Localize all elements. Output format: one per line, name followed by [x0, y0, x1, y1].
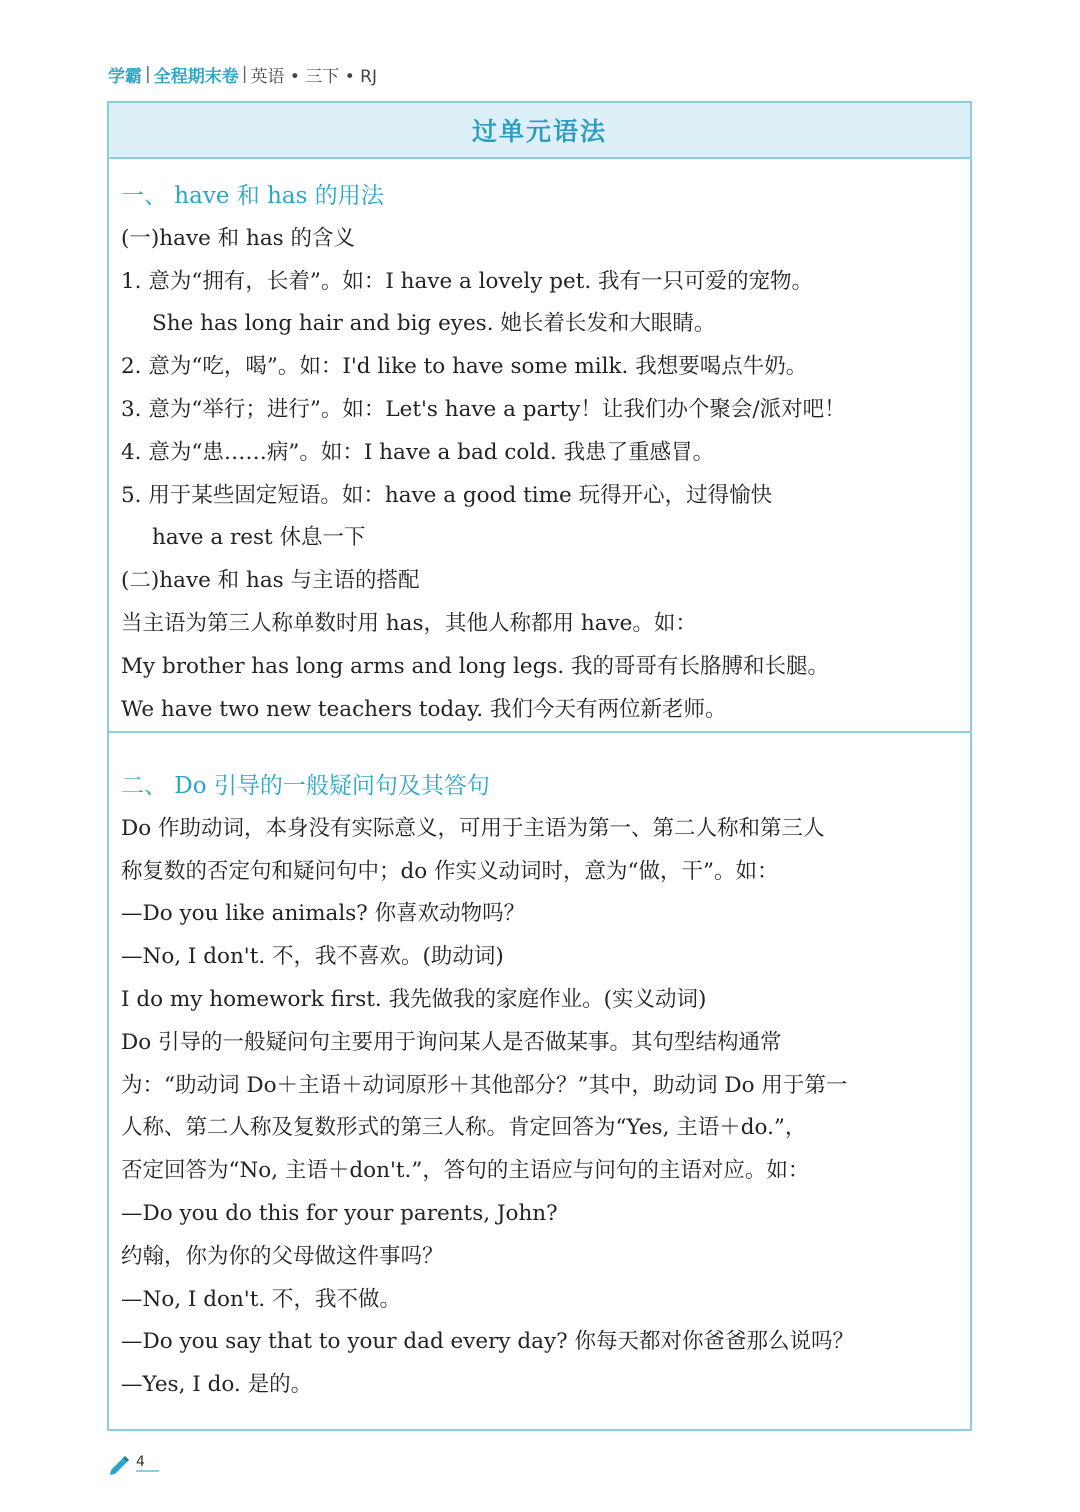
- text-line: 1. 意为“拥有，长着”。如：I have a lovely pet. 我有一只可爱的宠物。: [121, 268, 814, 294]
- text-line: She has long hair and big eyes. 她长着长发和大眼睛。: [152, 311, 716, 337]
- header-separator: |: [241, 64, 248, 84]
- page-footer: [108, 1450, 159, 1476]
- header-subject: 英语 • 三下 • RJ: [250, 66, 377, 87]
- text-line: We have two new teachers today. 我们今天有两位新老师。: [121, 696, 727, 722]
- text-line: (二)have 和 has 与主语的搭配: [121, 568, 420, 594]
- text-line: —Do you do this for your parents, John?: [121, 1200, 558, 1226]
- section-heading: 一、 have 和 has 的用法: [121, 183, 384, 209]
- text-line: —No, I don't. 不，我不喜欢。(助动词): [121, 944, 504, 970]
- section-do-questions: [109, 733, 970, 1407]
- text-line: 约翰，你为你的父母做这件事吗？: [121, 1243, 444, 1269]
- text-line: 为：“助动词 Do＋主语＋动词原形＋其他部分？”其中，助动词 Do 用于第一: [121, 1072, 848, 1098]
- text-line: 3. 意为“举行；进行”。如：Let's have a party！让我们办个聚会/派对吧！: [121, 396, 846, 422]
- text-line: 4. 意为“患……病”。如：I have a bad cold. 我患了重感冒。: [121, 439, 715, 465]
- grammar-box: [107, 101, 972, 1431]
- text-line: I do my homework first. 我先做我的家庭作业。(实义动词): [121, 986, 707, 1012]
- section-heading: 二、 Do 引导的一般疑问句及其答句: [121, 773, 490, 799]
- text-line: 否定回答为“No, 主语＋don't.”，答句的主语应与问句的主语对应。如：: [121, 1158, 810, 1184]
- header-separator: |: [145, 64, 151, 84]
- page-title: 过单元语法: [109, 103, 970, 159]
- header-brand: 学霸: [108, 66, 142, 87]
- text-line: have a rest 休息一下: [152, 525, 366, 551]
- page-header: [108, 60, 377, 88]
- text-line: —No, I don't. 不，我不做。: [121, 1286, 402, 1312]
- text-line: —Yes, I do. 是的。: [121, 1372, 313, 1398]
- page-number: 4: [136, 1454, 159, 1472]
- text-line: 5. 用于某些固定短语。如：have a good time 玩得开心，过得愉快: [121, 482, 773, 508]
- text-line: Do 引导的一般疑问句主要用于询问某人是否做某事。其句型结构通常: [121, 1029, 782, 1055]
- text-line: —Do you say that to your dad every day? 你每天都对你爸爸那么说吗？: [121, 1329, 854, 1355]
- section-have-has: [109, 161, 970, 731]
- text-line: 称复数的否定句和疑问句中；do 作实义动词时，意为“做，干”。如：: [121, 858, 779, 884]
- text-line: Do 作助动词，本身没有实际意义，可用于主语为第一、第二人称和第三人: [121, 815, 825, 841]
- pencil-icon: [108, 1451, 132, 1475]
- text-line: 2. 意为“吃，喝”。如：I'd like to have some milk. 我想要喝点牛奶。: [121, 354, 808, 380]
- text-line: 人称、第二人称及复数形式的第三人称。肯定回答为“Yes, 主语＋do.”，: [121, 1115, 807, 1141]
- text-line: —Do you like animals? 你喜欢动物吗？: [121, 901, 526, 927]
- text-line: (一)have 和 has 的含义: [121, 225, 356, 251]
- text-line: 当主语为第三人称单数时用 has，其他人称都用 have。如：: [121, 610, 697, 636]
- header-series: 全程期末卷: [153, 66, 239, 87]
- text-line: My brother has long arms and long legs. 我的哥哥有长胳膊和长腿。: [121, 653, 830, 679]
